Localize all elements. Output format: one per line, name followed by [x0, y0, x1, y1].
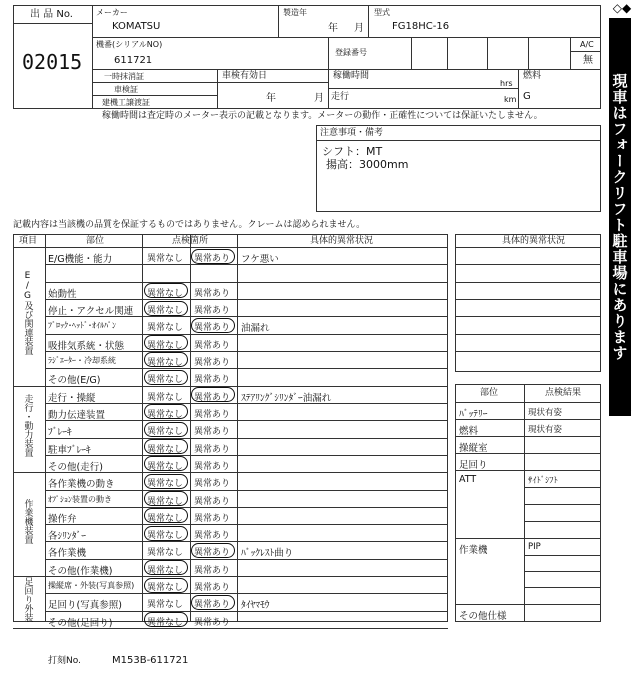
result-value: 現状有姿	[528, 425, 563, 435]
normal-option: 異常なし	[147, 427, 184, 438]
abnormal-option: 異常あり	[194, 375, 231, 386]
cert2-label: 車検証	[114, 85, 138, 94]
right-detail-header: 具体的異常状況	[502, 236, 566, 246]
part-label: 吸排気系統・状態	[48, 340, 125, 352]
abnormal-circle-mark	[191, 249, 235, 264]
abnormal-circle-mark	[191, 387, 235, 402]
hrs-unit: hrs	[500, 79, 513, 88]
abnormal-option: 異常あり	[194, 323, 231, 334]
abnormal-option: 異常あり	[194, 357, 231, 368]
abnormal-option: 異常あり	[194, 340, 231, 351]
serial-label: 機番(シリアルNO)	[96, 40, 163, 49]
part-label: 操縦席・外装(写真参照)	[48, 581, 135, 591]
part-label: 各ｼﾘﾝﾀﾞｰ	[48, 531, 87, 543]
year-label: 製造年	[283, 8, 307, 17]
col-header-detail: 具体的異常状況	[310, 236, 374, 246]
part-label: 各作業機の動き	[48, 479, 115, 491]
normal-option: 異常なし	[147, 617, 184, 628]
inspection-expiry-label: 車検有効日	[222, 71, 268, 81]
inspection-month: 月	[314, 93, 324, 104]
result-part-label: 燃料	[459, 426, 479, 437]
ac-label: A/C	[580, 40, 594, 49]
normal-circle-mark	[144, 578, 188, 593]
normal-option: 異常なし	[147, 323, 184, 334]
normal-option: 異常なし	[147, 340, 184, 351]
normal-circle-mark	[144, 439, 188, 454]
normal-option: 異常なし	[147, 357, 184, 368]
normal-option: 異常なし	[147, 461, 184, 472]
normal-option: 異常なし	[147, 479, 184, 490]
result-part-label: 作業機	[459, 545, 488, 556]
abnormal-option: 異常あり	[194, 600, 231, 611]
group-label: 走行・動力装置	[22, 393, 33, 457]
abnormal-circle-mark	[191, 543, 235, 558]
abnormal-option: 異常あり	[194, 444, 231, 455]
result-part-label: ATT	[459, 474, 477, 485]
normal-option: 異常なし	[147, 548, 184, 559]
hours-disclaimer: 稼働時間は査定時のメーター表示の記載となります。メーターの動作・正確性については保証いたしません。	[102, 111, 543, 121]
normal-circle-mark	[144, 474, 188, 489]
engrave-value: M153B-611721	[112, 655, 189, 666]
part-label: その他(走行)	[48, 461, 103, 473]
remarks-line2: 揚高：3000mm	[326, 158, 409, 171]
serial-value: 611721	[114, 55, 153, 66]
month-unit: 月	[354, 23, 364, 34]
year-unit: 年	[328, 23, 338, 34]
abnormal-option: 異常あり	[194, 548, 231, 559]
col-header-item: 項目	[19, 236, 38, 246]
result-part-label: ﾊﾞｯﾃﾘｰ	[459, 409, 488, 420]
normal-option: 異常なし	[147, 583, 184, 594]
cert1-label: 一時抹消証	[104, 72, 144, 81]
normal-option: 異常なし	[147, 409, 184, 420]
part-label: その他(E/G)	[48, 375, 101, 387]
remarks-line1: シフト：MT	[322, 145, 383, 158]
normal-option: 異常なし	[147, 306, 184, 316]
group-label: 足回り外装	[22, 577, 33, 623]
abnormal-option: 異常あり	[194, 288, 231, 299]
normal-circle-mark	[144, 422, 188, 437]
col-header-part: 部位	[86, 236, 105, 246]
normal-circle-mark	[144, 491, 188, 506]
normal-circle-mark	[144, 560, 188, 575]
abnormal-option: 異常あり	[194, 496, 231, 507]
part-label: 停止・アクセル関連	[48, 306, 134, 317]
normal-option: 異常なし	[147, 531, 184, 542]
abnormal-option: 異常あり	[194, 617, 231, 628]
ac-value: 無	[583, 55, 593, 66]
normal-circle-mark	[144, 352, 188, 367]
model-label: 型式	[374, 8, 390, 17]
fuel-label: 燃料	[523, 71, 542, 81]
normal-option: 異常なし	[147, 496, 184, 507]
normal-circle-mark	[144, 526, 188, 541]
part-label: E/G機能・能力	[48, 254, 113, 265]
normal-circle-mark	[144, 508, 188, 523]
result-value: 現状有姿	[528, 408, 563, 418]
part-label: 始動性	[48, 288, 77, 300]
normal-circle-mark	[144, 612, 188, 627]
abnormal-option: 異常あり	[194, 254, 231, 264]
header-frame	[13, 5, 601, 109]
normal-circle-mark	[144, 301, 188, 316]
hours-label: 稼働時間	[333, 71, 370, 81]
group-label: E/G及び関連装置	[22, 271, 33, 356]
maker-label: メーカー	[96, 8, 128, 17]
part-label: ﾌﾞﾛｯｸ･ﾍｯﾄﾞ･ｵｲﾙﾊﾟﾝ	[48, 321, 116, 331]
part-label: ｵﾌﾟｼｮﾝ装置の動き	[48, 494, 112, 504]
abnormal-option: 異常あり	[194, 531, 231, 542]
right-result-header: 点検結果	[545, 388, 582, 398]
model-value: FG18HC-16	[392, 21, 450, 32]
result-value: ｻｲﾄﾞｼﾌﾄ	[528, 476, 558, 486]
result-part-label: 足回り	[459, 460, 488, 471]
right-part-header: 部位	[480, 388, 499, 398]
fuel-value: G	[523, 91, 531, 102]
km-unit: km	[504, 95, 517, 104]
detail-text: ﾀｲﾔﾏﾓｳ	[241, 600, 270, 612]
result-part-label: その他仕様	[459, 611, 507, 622]
part-label: その他(足回り)	[48, 617, 113, 629]
abnormal-circle-mark	[191, 318, 235, 333]
item-no: 02015	[22, 50, 83, 74]
normal-option: 異常なし	[147, 444, 184, 455]
col-header-check: 点検箇所	[172, 236, 209, 246]
abnormal-option: 異常あり	[194, 461, 231, 472]
side-bottom-mark: ◆◇	[612, 403, 632, 417]
engrave-label: 打刻No.	[48, 656, 81, 666]
maker-value: KOMATSU	[112, 21, 161, 32]
abnormal-option: 異常あり	[194, 409, 231, 420]
normal-option: 異常なし	[147, 392, 184, 403]
cert3-label: 建機工譲渡証	[102, 98, 150, 107]
side-banner: 現車はフォークリフト駐車場にあります	[609, 18, 631, 416]
group-label: 作業機装置	[22, 499, 33, 545]
part-label: 駐車ﾌﾞﾚｰｷ	[48, 444, 91, 456]
abnormal-option: 異常あり	[194, 565, 231, 576]
normal-circle-mark	[144, 335, 188, 350]
part-label: 走行・操縦	[48, 392, 96, 404]
result-value: PIP	[528, 542, 541, 552]
normal-option: 異常なし	[147, 565, 184, 576]
normal-circle-mark	[144, 283, 188, 298]
part-label: 操作弁	[48, 513, 77, 525]
part-label: その他(作業機)	[48, 565, 113, 577]
normal-circle-mark	[144, 456, 188, 471]
detail-text: 油漏れ	[241, 323, 270, 335]
side-top-mark: ◇◆	[612, 1, 632, 15]
travel-label: 走行	[331, 92, 350, 102]
normal-option: 異常なし	[147, 600, 184, 611]
detail-text: ｽﾃｱﾘﾝｸﾞｼﾘﾝﾀﾞｰ油漏れ	[241, 392, 332, 404]
item-no-label: 出 品 No.	[30, 9, 73, 20]
normal-circle-mark	[144, 370, 188, 385]
abnormal-circle-mark	[191, 595, 235, 610]
part-label: 足回り(写真参照)	[48, 600, 122, 612]
abnormal-option: 異常あり	[194, 479, 231, 490]
detail-text: ﾊﾞｯｸﾚｽﾄ曲り	[241, 548, 294, 560]
normal-option: 異常なし	[147, 288, 184, 299]
remarks-label: 注意事項・備考	[320, 128, 384, 138]
abnormal-option: 異常あり	[194, 427, 231, 438]
detail-text: フケ悪い	[241, 254, 279, 265]
part-label: ﾌﾞﾚｰｷ	[48, 427, 72, 439]
part-label: ﾗｼﾞｴｰﾀｰ・冷却系統	[48, 355, 116, 365]
normal-option: 異常なし	[147, 375, 184, 386]
abnormal-option: 異常あり	[194, 392, 231, 403]
part-label: 各作業機	[48, 548, 87, 560]
inspection-year: 年	[266, 93, 276, 104]
normal-option: 異常なし	[147, 513, 184, 524]
reg-label: 登録番号	[335, 48, 367, 57]
part-label: 動力伝達装置	[48, 409, 106, 421]
abnormal-option: 異常あり	[194, 513, 231, 524]
result-part-label: 操縦室	[459, 443, 488, 454]
normal-option: 異常なし	[147, 254, 184, 264]
abnormal-option: 異常あり	[194, 583, 231, 594]
abnormal-option: 異常あり	[194, 306, 231, 316]
quality-disclaimer: 記載内容は当該機の品質を保証するものではありません。クレームは認められません。	[13, 220, 366, 230]
normal-circle-mark	[144, 404, 188, 419]
